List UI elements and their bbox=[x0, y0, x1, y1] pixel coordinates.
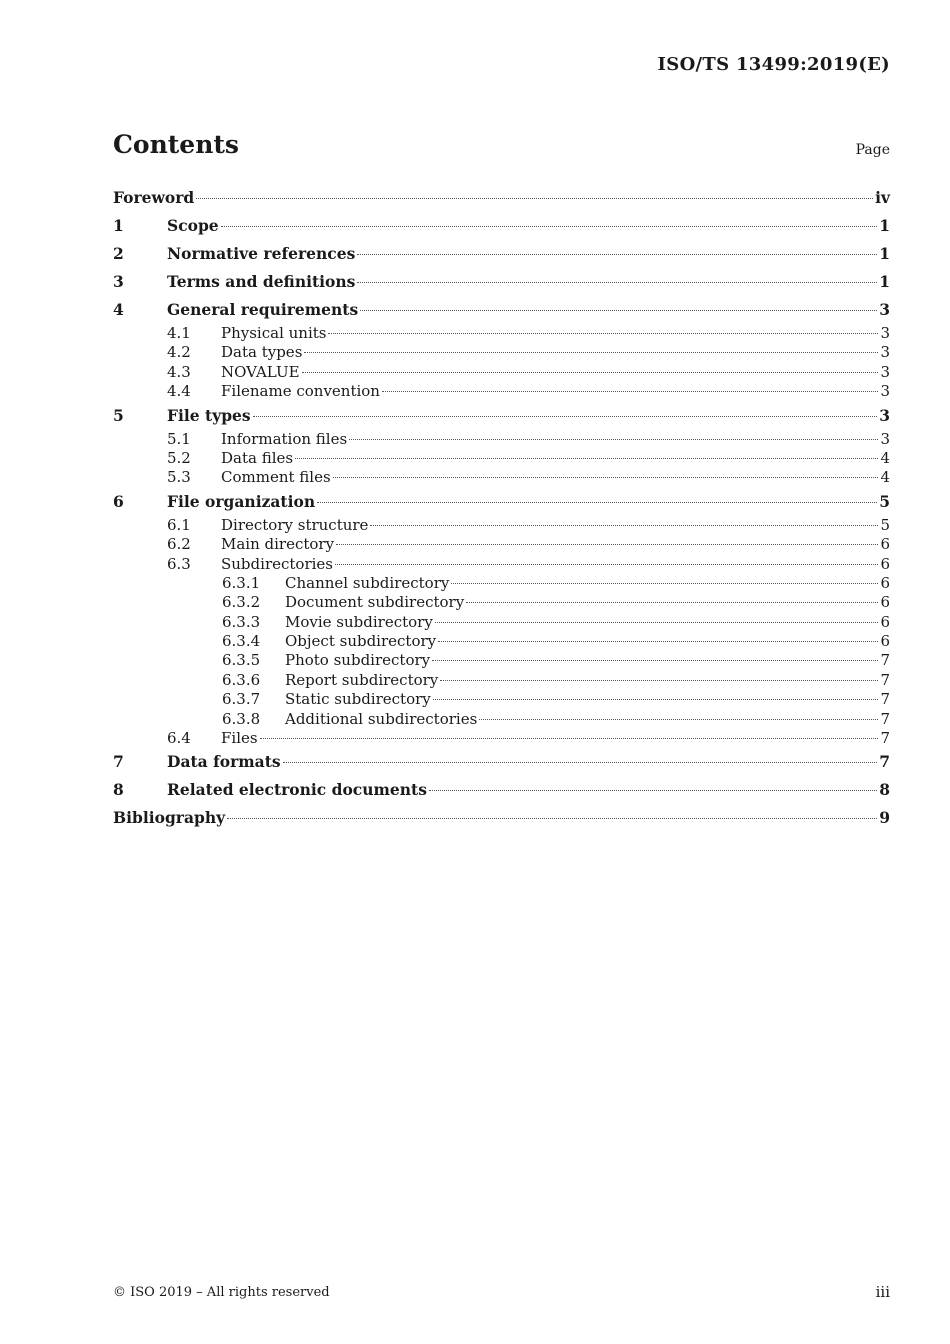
dot-leader bbox=[295, 458, 878, 459]
toc-entry-foreword[interactable] bbox=[113, 184, 890, 212]
toc-title: General requirements bbox=[167, 300, 359, 319]
toc-page: 7 bbox=[880, 690, 890, 709]
toc-page: 3 bbox=[879, 300, 890, 319]
toc-number: 6.4 bbox=[167, 729, 191, 748]
toc-page: 4 bbox=[880, 448, 890, 467]
toc-title: Terms and definitions bbox=[167, 272, 356, 291]
toc-page: 6 bbox=[880, 632, 890, 651]
toc-entry-main-directory[interactable] bbox=[113, 535, 890, 554]
dot-leader bbox=[302, 372, 879, 373]
toc-title: Related electronic documents bbox=[167, 780, 427, 800]
toc-entry-file-types[interactable] bbox=[113, 402, 890, 430]
toc-title: Additional subdirectories bbox=[285, 709, 478, 728]
toc-entry-data-formats[interactable] bbox=[113, 748, 890, 776]
table-of-contents bbox=[113, 184, 890, 832]
dot-leader bbox=[440, 680, 878, 681]
dot-leader bbox=[335, 564, 878, 565]
toc-number: 4.1 bbox=[167, 324, 191, 342]
toc-number: 3 bbox=[113, 272, 124, 291]
dot-leader bbox=[317, 502, 877, 503]
toc-title: Files bbox=[221, 729, 258, 748]
toc-entry-novalue[interactable] bbox=[113, 363, 890, 382]
toc-entry-report-subdirectory[interactable] bbox=[113, 671, 890, 690]
dot-leader bbox=[466, 602, 878, 603]
toc-number: 2 bbox=[113, 244, 124, 263]
toc-page: 9 bbox=[879, 808, 890, 828]
toc-entry-static-subdirectory[interactable] bbox=[113, 690, 890, 709]
toc-title: Static subdirectory bbox=[285, 690, 431, 709]
toc-entry-object-subdirectory[interactable] bbox=[113, 632, 890, 651]
toc-page: 7 bbox=[880, 709, 890, 728]
toc-number: 5.2 bbox=[167, 448, 191, 467]
toc-page: 6 bbox=[880, 593, 890, 612]
toc-page: 3 bbox=[880, 362, 890, 381]
dot-leader bbox=[304, 352, 878, 353]
toc-number: 8 bbox=[113, 780, 124, 800]
toc-title: File organization bbox=[167, 491, 316, 511]
toc-number: 5.1 bbox=[167, 429, 191, 448]
toc-page: 3 bbox=[880, 429, 890, 448]
toc-title: Subdirectories bbox=[221, 554, 333, 573]
toc-number: 1 bbox=[113, 216, 124, 235]
dot-leader bbox=[283, 762, 878, 763]
toc-number: 5 bbox=[113, 405, 124, 425]
toc-entry-comment-files[interactable] bbox=[113, 468, 890, 487]
toc-title: Data types bbox=[221, 343, 303, 362]
copyright-notice: © ISO 2019 – All rights reserved bbox=[113, 1285, 330, 1300]
toc-entry-data-files[interactable] bbox=[113, 449, 890, 468]
toc-entry-related-documents[interactable] bbox=[113, 776, 890, 804]
toc-entry-document-subdirectory[interactable] bbox=[113, 593, 890, 612]
dot-leader bbox=[438, 641, 878, 642]
toc-entry-information-files[interactable] bbox=[113, 430, 890, 449]
toc-page: 3 bbox=[880, 382, 890, 401]
dot-leader bbox=[435, 622, 879, 623]
toc-title: Filename convention bbox=[221, 382, 380, 401]
toc-title: Main directory bbox=[221, 535, 335, 554]
dot-leader bbox=[432, 660, 878, 661]
dot-leader bbox=[196, 198, 873, 199]
toc-page: 3 bbox=[879, 405, 890, 425]
toc-page: 1 bbox=[879, 272, 890, 291]
dot-leader bbox=[336, 544, 878, 545]
toc-number: 6.3.7 bbox=[222, 690, 261, 709]
toc-page: 3 bbox=[880, 343, 890, 362]
toc-number: 6 bbox=[113, 491, 124, 511]
dot-leader bbox=[227, 818, 877, 819]
toc-entry-data-types[interactable] bbox=[113, 343, 890, 362]
toc-title: Information files bbox=[221, 429, 348, 448]
toc-entry-directory-structure[interactable] bbox=[113, 516, 890, 535]
toc-number: 4 bbox=[113, 300, 124, 319]
dot-leader bbox=[328, 333, 878, 334]
toc-page: 6 bbox=[880, 535, 890, 554]
toc-title: Data formats bbox=[167, 752, 281, 772]
dot-leader bbox=[360, 310, 877, 311]
toc-entry-file-organization[interactable] bbox=[113, 488, 890, 516]
toc-page: 1 bbox=[879, 244, 890, 263]
toc-entry-subdirectories[interactable] bbox=[113, 555, 890, 574]
toc-title: NOVALUE bbox=[221, 362, 300, 381]
toc-page: 7 bbox=[880, 670, 890, 689]
toc-entry-files[interactable] bbox=[113, 729, 890, 748]
toc-title: Physical units bbox=[221, 324, 327, 342]
document-id: ISO/TS 13499:2019(E) bbox=[657, 54, 890, 75]
toc-number: 7 bbox=[113, 752, 124, 772]
dot-leader bbox=[221, 226, 878, 227]
toc-entry-bibliography[interactable] bbox=[113, 804, 890, 832]
toc-number: 6.3.2 bbox=[222, 593, 261, 612]
dot-leader bbox=[382, 391, 878, 392]
toc-page: 5 bbox=[879, 491, 890, 511]
page-column-label: Page bbox=[855, 142, 890, 158]
dot-leader bbox=[370, 525, 878, 526]
toc-page: 6 bbox=[880, 612, 890, 631]
toc-title: Directory structure bbox=[221, 515, 369, 534]
toc-title: Bibliography bbox=[113, 808, 226, 828]
toc-entry-physical-units[interactable] bbox=[113, 324, 890, 343]
toc-page: 7 bbox=[880, 729, 890, 748]
toc-title: Scope bbox=[167, 216, 219, 235]
toc-number: 4.4 bbox=[167, 382, 191, 401]
toc-page: 1 bbox=[879, 216, 890, 235]
toc-entry-scope[interactable] bbox=[113, 212, 890, 240]
toc-title: Object subdirectory bbox=[285, 632, 437, 651]
toc-page: 3 bbox=[880, 324, 890, 342]
page-number: iii bbox=[875, 1283, 890, 1301]
toc-entry-filename-convention[interactable] bbox=[113, 382, 890, 401]
toc-number: 6.3.6 bbox=[222, 670, 261, 689]
toc-entry-movie-subdirectory[interactable] bbox=[113, 613, 890, 632]
toc-number: 6.3.5 bbox=[222, 651, 261, 670]
dot-leader bbox=[333, 477, 879, 478]
dot-leader bbox=[479, 719, 878, 720]
toc-number: 6.2 bbox=[167, 535, 191, 554]
toc-number: 6.3.1 bbox=[222, 573, 261, 592]
toc-page: 4 bbox=[880, 468, 890, 487]
toc-number: 6.3.3 bbox=[222, 612, 261, 631]
toc-number: 6.1 bbox=[167, 515, 191, 534]
toc-entry-general-requirements[interactable] bbox=[113, 296, 890, 324]
toc-page: 6 bbox=[880, 573, 890, 592]
dot-leader bbox=[429, 790, 877, 791]
dot-leader bbox=[357, 254, 877, 255]
dot-leader bbox=[260, 738, 879, 739]
dot-leader bbox=[349, 439, 878, 440]
toc-page: 8 bbox=[879, 780, 890, 800]
dot-leader bbox=[253, 416, 878, 417]
toc-page: iv bbox=[875, 188, 890, 207]
toc-number: 6.3 bbox=[167, 554, 191, 573]
toc-entry-additional-subdirectories[interactable] bbox=[113, 710, 890, 729]
toc-page: 5 bbox=[880, 515, 890, 534]
toc-title: Data files bbox=[221, 448, 294, 467]
toc-page: 7 bbox=[880, 651, 890, 670]
toc-title: Photo subdirectory bbox=[285, 651, 431, 670]
toc-number: 4.2 bbox=[167, 343, 191, 362]
page-title: Contents bbox=[113, 130, 240, 159]
toc-title: Report subdirectory bbox=[285, 670, 439, 689]
toc-title: Comment files bbox=[221, 468, 331, 487]
toc-number: 6.3.4 bbox=[222, 632, 261, 651]
toc-title: Normative references bbox=[167, 244, 356, 263]
toc-title: Document subdirectory bbox=[285, 593, 465, 612]
toc-title: Foreword bbox=[113, 188, 195, 207]
toc-title: File types bbox=[167, 405, 251, 425]
toc-title: Channel subdirectory bbox=[285, 573, 450, 592]
toc-number: 5.3 bbox=[167, 468, 191, 487]
dot-leader bbox=[433, 699, 879, 700]
toc-entry-normative-references[interactable] bbox=[113, 240, 890, 268]
toc-page: 6 bbox=[880, 554, 890, 573]
toc-entry-channel-subdirectory[interactable] bbox=[113, 574, 890, 593]
dot-leader bbox=[357, 282, 877, 283]
toc-number: 6.3.8 bbox=[222, 709, 261, 728]
toc-title: Movie subdirectory bbox=[285, 612, 433, 631]
toc-entry-terms-definitions[interactable] bbox=[113, 268, 890, 296]
dot-leader bbox=[451, 583, 878, 584]
toc-entry-photo-subdirectory[interactable] bbox=[113, 651, 890, 670]
toc-number: 4.3 bbox=[167, 362, 191, 381]
toc-page: 7 bbox=[879, 752, 890, 772]
